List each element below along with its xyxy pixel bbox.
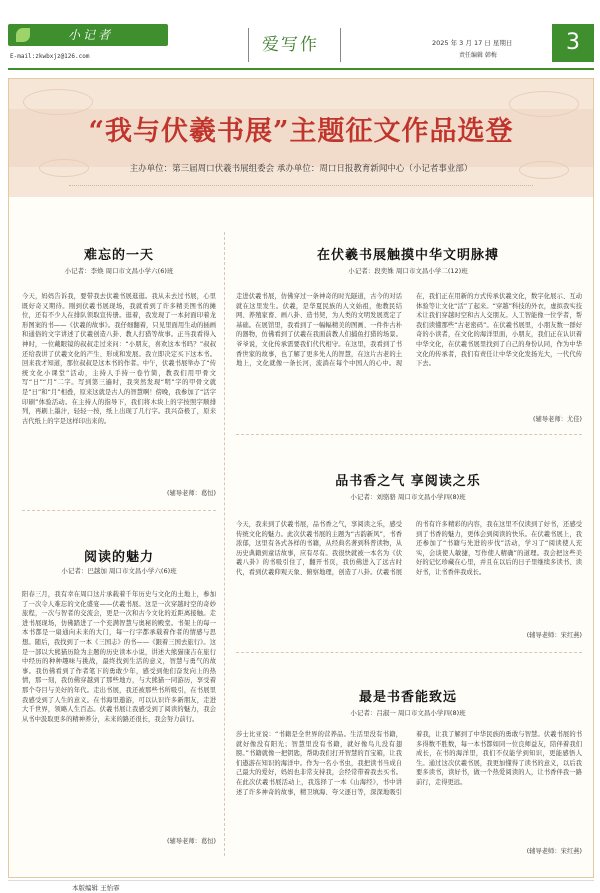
issue-date: 2025 年 3 月 17 日 星期日	[432, 39, 513, 47]
article-body: 今天，妈妈告诉我，要带我去伏羲书展逛逛。我从未去过书展，心里既好奇又期待。刚到伏羲书展现场，我就看到了许多精美图书的摊位，还有不少人在排队领取宣传册。逛着，我发现了一本封面印着龙形图案的书——《伏羲的故事》。我仔细翻着，只见里面用生动的插画和通俗的文字讲述了伏羲创造八卦、教人打猎等故事。正当我看得入神时，一位戴眼镜的叔叔走过来问：“小朋友，喜欢这本书吗？”叔叔还给我讲了伏羲文化的产生、形成和发展。我立即决定买下这本书。回来我才知道，那位叔叔是这本书的作者。中午，伏羲书展举办了“传统文化小课堂”活动，主持人手持一卷竹简，教我们用甲骨文写“日”“月”二字。写到第三遍时，我突然发现“明”字的甲骨文就是“日”和“月”相叠，原来这就是古人的智慧啊！傍晚，我参加了“活字印刷”体验活动。在主持人的指导下，我们将木块上的字按照字顺排列，再刷上墨汁，轻轻一按，纸上出现了几行字。我兴奋极了，原来古代纸上的字是这样印出来的。	[22, 293, 216, 425]
article-advisor: (辅导老师：宋红燕)	[526, 632, 582, 639]
article-body: 阳春三月，我有幸在周口这片承载着千年历史与文化的土地上，参加了一次令人难忘的文化盛宴——伏羲书展。这是一次穿越时空的奇妙旅程，一次与智者的交流会，更是一次和古今文化的近距离接触。走进书展现场，仿佛踏进了一个充满智慧与奥秘的殿堂。书架上的每一本书都是一扇通向未来的大门，每一行字都承载着作者的情感与思想。随后，我找到了一本《三国志》的书——《跟着三国去旅行》。这是一部以大熊猫历险为主题的历史读本小说，讲述大熊猫康吉在旅行中经历的种种趣味与挑战，最终找到生活的意义，智慧与勇气的故事。我仿佛看到了作者笔下的勇敢少年，感受到他们奋发向上的热情，那一刻，我仿佛穿越到了那些地方，与大熊猫一同游历，享受着那个夺目与美好的年代。走出书展，我还被那些书所吸引，在书展里我感受到了人生的意义。在书海里遨游，可以认识许多新朋友，走进大千世界，领略人生百态。伏羲书展让我感受到了阅读的魅力，我会从书中汲取更多的精神养分，未来的路还很长，我会努力前行。	[22, 591, 216, 723]
article-body: 走进伏羲书展，仿佛穿过一条神奇的时光隧道，古今的对话就在这里发生。伏羲，是华夏民族的人文始祖，他教民结网、养殖家畜、画八卦、造书契，为人类的文明发展奠定了基础。在展馆里，我看到了一幅幅精美的图画、一件件古朴的器物，仿佛看到了伏羲在我面前教人们捕鱼打猎的场景。爷爷说，文化传承需要我们代代相守。在这里，我看到了书香世家的故事，也了解了更多先人的智慧，在这片古老的土地上，文化就像一条长河，流淌在每个中国人的心中。现在，我们正在用新的方式传承伏羲文化，数字化展示、互动体验等让文化“活”了起来。“穿越”科技的外衣，虚拟我实技术让我们穿越时空和古人交朋友。人工智能像一位学者，帮我们读懂那些“古老密码”。在伏羲书展里，小朋友数一群好奇的小读者，在文化的海洋里面，小朋友，我们正在认识着中华文化，在伏羲书展里找到了自己的身份认同，作为中华文化的传承者，我们有责任让中华文化发扬光大，一代代传下去。	[236, 293, 582, 368]
article-title: 品书香之气 享阅读之乐	[335, 474, 481, 489]
section-title: 爱写作	[262, 35, 319, 55]
article-advisor: (辅导老师：葛恒)	[167, 490, 216, 497]
header-rule	[8, 68, 594, 70]
email-address: E-mail:zkwbxjz@126.com	[10, 53, 90, 60]
article-title: 难忘的一天	[83, 248, 154, 263]
divider	[248, 28, 249, 62]
article-advisor: (辅导老师：葛恒)	[167, 838, 216, 845]
masthead	[0, 0, 600, 78]
article-divider	[22, 510, 216, 511]
organizers-line: 主办单位：第三届周口伏羲书展组委会 承办单位：周口日报教育新闻中心（小记者事业部）	[129, 164, 473, 174]
article-divider	[236, 434, 582, 435]
article-byline: 小记者：段奕姝 周口市文昌小学二(12)班	[348, 267, 468, 275]
feature-title: “我与伏羲书展”主题征文作品选登	[88, 116, 514, 147]
divider	[340, 28, 341, 62]
page-editor: 本版编辑 王怡霏	[72, 884, 120, 892]
logo-text: 小记者	[68, 28, 114, 42]
article-body: 今天，我来到了伏羲书展，品书香之气，享阅读之乐，感受传统文化的魅力。此次伏羲书展的主题为“古韵新风”，书香浓郁，这里有各式各样的书籍，从经典名著到科普读物，从历史典籍到童话故事，应有尽有。我很快就被一本名为《伏羲八卦》的书吸引住了，翻开书页，我仿佛进入了远古时代，看到伏羲仰观天象、俯察地理，创造了八卦。伏羲书展的书有许多精彩的内容，我在这里不仅读到了好书，还感受到了书香的魅力，更体会到阅读的快乐。在伏羲书展上，我还参加了“书籍与先进的步伐”活动，学习了“阅读使人充实，会谈使人敏捷，写作使人精确”的道理。我会把这些美好的记忆珍藏在心里，并且在以后的日子里继续多读书、读好书，让书香伴我成长。	[236, 521, 582, 576]
article-title: 在伏羲书展触摸中华文明脉搏	[316, 248, 499, 263]
article-divider	[236, 652, 582, 653]
column-divider	[224, 232, 225, 856]
feature-banner	[9, 79, 593, 197]
banner-divider	[69, 185, 533, 186]
newspaper-logo	[8, 24, 168, 46]
page-number: 3	[552, 24, 594, 62]
article-title: 最是书香能致远	[358, 690, 457, 705]
leaf-icon	[16, 28, 30, 42]
article-byline: 小记者：李焕 周口市文昌小学六(6)班	[64, 267, 174, 275]
article-title: 阅读的魅力	[83, 550, 154, 565]
article-byline: 小记者：吕淑一 周口市文昌小学四(8)班	[350, 709, 466, 717]
article-advisor: (辅导老师：宋红燕)	[526, 848, 582, 855]
responsible-editor: 责任编辑 韩梅	[459, 52, 497, 59]
article-byline: 小记者：刘骆骆 周口市文昌小学四(8)班	[350, 493, 466, 501]
article-byline: 小记者：巴越加 周口市文昌小学六(6)班	[61, 567, 177, 575]
article-advisor: (辅导老师：尤佳)	[533, 416, 582, 423]
footer-rule	[8, 880, 594, 881]
article-body: 莎士比亚说：“书籍是全世界的营养品。生活里没有书籍，就好像没有阳光；智慧里没有书籍，就好像鸟儿没有翅膀。”书籍就像一把钥匙，帮助我们打开智慧的百宝箱，让我们遨游在知识的海洋中。作为一名小书虫，我把读书当成自己最大的爱好，妈妈也非常支持我，会经常带着我去买书。在此次伏羲书展活动上，我选择了一本《山海经》，书中讲述了许多神奇的故事，精卫填海、夸父逐日等，深深地吸引着我，让我了解到了中华民族的勇敢与智慧。伏羲书展的书多得数不胜数，每一本书都如同一位良师益友，陪伴着我们成长，在书的海洋里，我们不仅能学到知识，更能感悟人生。通过这次伏羲书展，我更加懂得了读书的意义，以后我要多读书，读好书，做一个热爱阅读的人，让书香伴我一路前行，走得更远。	[236, 731, 582, 796]
